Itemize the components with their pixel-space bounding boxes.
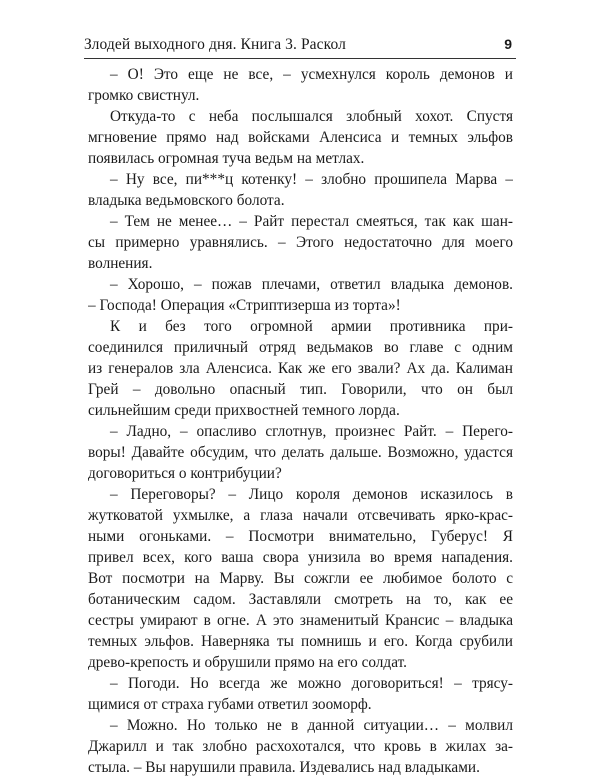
text-line: сильнейшим среди прихвостней темного лорда. xyxy=(88,402,400,419)
text-line: Джарилл и так злобно расхохотался, что кровь в жилах за- xyxy=(88,738,513,755)
text-line: – Ладно, – опасливо сглотнув, произнес Райт. – Перего- xyxy=(110,423,513,440)
paragraph xyxy=(88,484,513,673)
text-line: темных эльфов. Наверняка ты помнишь и его. Когда срубили xyxy=(88,633,513,650)
paragraph xyxy=(88,421,513,484)
text-line: жутковатой ухмылке, а глаза начали отсвечивать ярко-крас- xyxy=(88,507,513,524)
text-line: – Погоди. Но всегда же можно договориться! – трясу- xyxy=(110,675,513,692)
body-text xyxy=(88,64,513,778)
text-line: древо-крепость и обрушили прямо на его солдат. xyxy=(88,654,407,671)
text-line: Вот посмотри на Марву. Вы сожгли ее любимое болото с xyxy=(88,570,513,587)
paragraph xyxy=(88,673,513,715)
text-line: ными огоньками. – Посмотри внимательно, Губерус! Я xyxy=(88,528,513,545)
text-line: воры! Давайте обсудим, что делать дальше. Возможно, удастся xyxy=(88,444,513,461)
text-line: К и без того огромной армии противника при- xyxy=(110,318,513,335)
running-title: Злодей выходного дня. Книга 3. Раскол xyxy=(84,36,346,53)
text-line: Грей – довольно опасный тип. Говорили, что он был xyxy=(88,381,513,398)
paragraph xyxy=(88,211,513,274)
paragraph xyxy=(88,106,513,169)
text-line: привел всех, кого ваша свора унизила во время нападения. xyxy=(88,549,513,566)
text-line: договориться о контрибуции? xyxy=(88,465,282,482)
text-line: – Можно. Но только не в данной ситуации… – молвил xyxy=(110,717,513,734)
text-line: – Хорошо, – пожав плечами, ответил владыка демонов. xyxy=(110,276,513,293)
text-line: громко свистнул. xyxy=(88,87,200,104)
text-line: мгновение прямо над войсками Аленсиса и темных эльфов xyxy=(88,129,513,146)
text-line: ботаническим садом. Заставляли смотреть на то, как ее xyxy=(88,591,513,608)
header-divider xyxy=(84,58,516,59)
paragraph xyxy=(88,169,513,211)
text-line: сестры умирают в огне. А это знаменитый Крансис – владыка xyxy=(88,612,513,629)
text-line: волнения. xyxy=(88,255,153,272)
text-line: – Тем не менее… – Райт перестал смеяться, так как шан- xyxy=(110,213,513,230)
text-line: – Переговоры? – Лицо короля демонов исказилось в xyxy=(110,486,513,503)
paragraph xyxy=(88,715,513,778)
text-line: сы примерно уравнялись. – Этого недостаточно для моего xyxy=(88,234,513,251)
text-line: стыла. – Вы нарушили правила. Издевались над владыками. xyxy=(88,759,480,776)
text-line: щимися от страха губами ответил зооморф. xyxy=(88,696,372,713)
paragraph xyxy=(88,316,513,421)
text-line: появилась огромная туча ведьм на метлах. xyxy=(88,150,365,167)
text-line: Откуда-то с неба послышался злобный хохот. Спустя xyxy=(110,108,513,125)
text-line: соединился приличный отряд ведьмаков во главе с одним xyxy=(88,339,513,356)
text-line: – О! Это еще не все, – усмехнулся король демонов и xyxy=(110,66,513,83)
page-number: 9 xyxy=(504,36,512,52)
text-line: – Ну все, пи***ц котенку! – злобно прошипела Марва – xyxy=(110,171,513,188)
text-line: из генералов зла Аленсиса. Как же его звали? Ах да. Калиман xyxy=(88,360,513,377)
text-line: – Господа! Операция «Стриптизерша из торта»! xyxy=(88,297,401,314)
running-head xyxy=(84,36,516,56)
text-line: владыка ведьмовского болота. xyxy=(88,192,285,209)
paragraph xyxy=(88,274,513,316)
paragraph xyxy=(88,64,513,106)
